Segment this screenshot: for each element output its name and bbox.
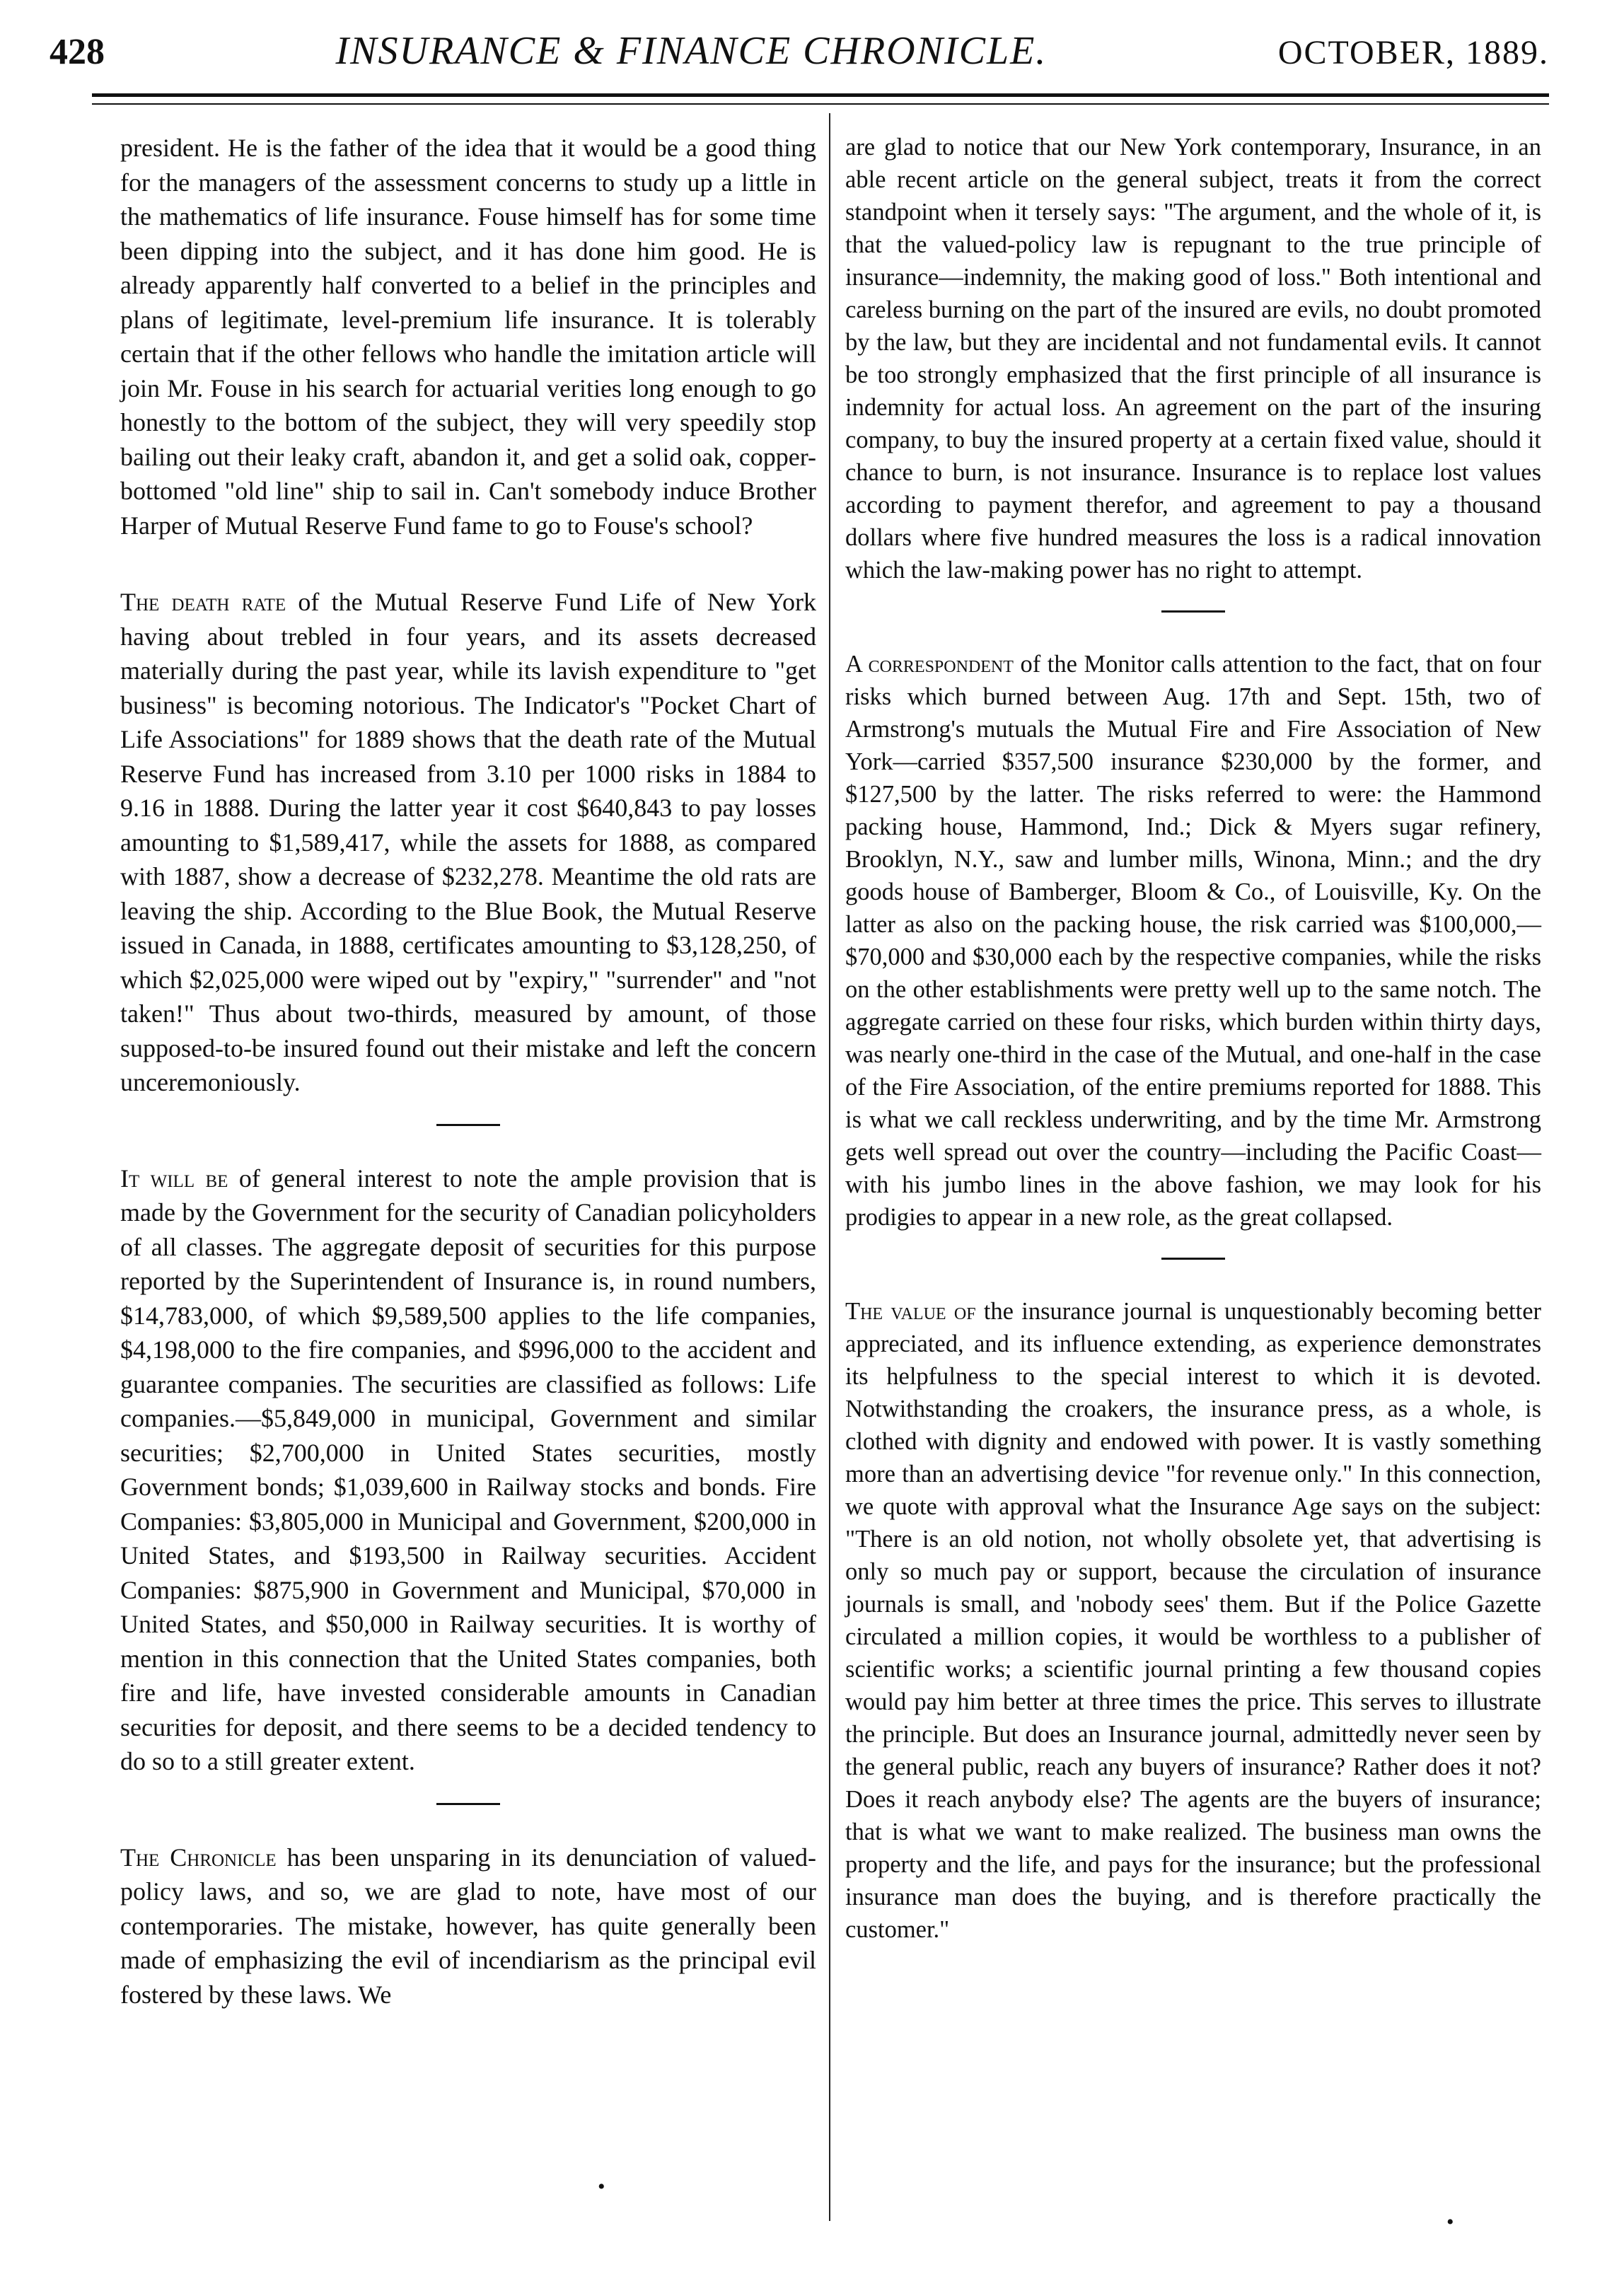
paragraph-body: of the Mutual Reserve Fund Life of New York having about trebled in four years, and its assets decreased materially during the past year, while its lavish expenditure to "get business" is becoming notorious. The Indicator's "Pocket Chart of Life Associations" for 1889 shows that the death rate of the Mutual Reserve Fund has increased from 3.10 per 1000 risks in 1884 to 9.16 in 1888. During the latter year it cost $640,843 to pay losses amounting to $1,589,417, while the assets for 1888, as compared with 1887, show a decrease of $232,278. Meantime the old rats are leaving the ship. According to the Blue Book, the Mutual Reserve issued in Canada, in 1888, certificates amounting to $3,128,250, of which $2,025,000 were wiped out by "expiry," "surrender" and "not taken!" Thus about two-thirds, measured by amount, of those supposed-to-be insured found out their mistake and left the concern unceremoniously. (120, 588, 817, 1096)
left-column (120, 131, 816, 2012)
paragraph-lead: A correspondent (845, 651, 1014, 678)
section-divider (1161, 1258, 1225, 1260)
section-divider (1161, 610, 1225, 613)
paragraph: are glad to notice that our New York contemporary, Insurance, in an able recent article on the general subject, treats it from the correct standpoint when it tersely says: "The argument, and the whole of it, is that the valued-policy law is repugnant to the true principle of insurance—indemnity, the making good of loss." Both intentional and careless burning on the part of the insured are evils, no doubt promoted by the law, but they are incidental and not fundamental evils. It cannot be too strongly emphasized that the first principle of all insurance is indemnity for actual loss. An agreement on the part of the insuring company, to buy the insured property at a certain fixed value, should it chance to burn, is not insurance. Insurance is to replace lost values according to payment therefor, and agreement to pay a thousand dollars where five hundred measures the loss is a radical innovation which the law-making power has no right to attempt. (845, 134, 1541, 584)
section-divider (436, 1124, 500, 1126)
paragraph: president. He is the father of the idea that it would be a good thing for the managers of the assessment concerns to study up a little in the mathematics of life insurance. Fouse himself has for some time been dipping into the subject, and it has done him good. He is already apparently half converted to a belief in the principles and plans of legitimate, level-premium life insurance. It is tolerably certain that if the other fellows who handle the imitation article will join Mr. Fouse in his search for actuarial verities long enough to go honestly to the bottom of the subject, they will very speedily stop bailing out their leaky craft, abandon it, and get a solid oak, copper-bottomed "old line" ship to sail in. Can't somebody induce Brother Harper of Mutual Reserve Fund fame to go to Fouse's school? (120, 134, 816, 540)
header-rule (92, 93, 1549, 97)
print-speck: • (598, 2175, 605, 2198)
paragraph-lead: The value of (845, 1298, 976, 1325)
paragraph-body: has been unsparing in its denunciation of valued-policy laws, and so, we are glad to note, have most of our contemporaries. The mistake, however, has quite generally been made of emphasizing the evil of incendiarism as the principal evil fostered by these laws. We (120, 1843, 816, 2009)
right-column (845, 131, 1541, 1946)
paragraph-body: of the Monitor calls attention to the fact, that on four risks which burned between Aug. 17th and Sept. 15th, two of Armstrong's mutuals the Mutual Fire and Fire Association of New York—carried $357,500 insurance $230,000 by the former, and $127,500 by the latter. The risks referred to were: the Hammond packing house, Hammond, Ind.; Dick & Myers sugar refinery, Brooklyn, N.Y., saw and lumber mills, Winona, Minn.; and the dry goods house of Bamberger, Bloom & Co., of Louisville, Ky. On the latter as also on the packing house, the risk carried was $100,000,—$70,000 and $30,000 each by the respective companies, while the risks on the other establishments were pretty well up to the same notch. The aggregate carried on these four risks, which burden within thirty days, was nearly one-third in the case of the Mutual, and one-half in the case of the Fire Association, of the entire premiums reported for 1888. This is what we call reckless underwriting, and by the time Mr. Armstrong gets well spread out over the country—including the Pacific Coast—with his jumbo lines in the above fashion, we may look for his prodigies to appear in a new role, as the great collapsed. (845, 651, 1541, 1231)
paragraph (120, 1161, 816, 1779)
print-speck: • (1446, 2210, 1454, 2234)
section-divider (436, 1803, 500, 1805)
paragraph-lead: The death rate (120, 588, 286, 616)
paragraph-lead: It will be (120, 1164, 228, 1193)
paragraph (845, 1295, 1541, 1946)
column-divider (829, 113, 830, 2221)
paragraph-body: the insurance journal is unquestionably becoming better appreciated, and its influence extending, as experience demonstrates its helpfulness to the special interest to which it is devoted. Notwithstanding the croakers, the insurance press, as a whole, is clothed with dignity and endowed with power. It is vastly something more than an advertising device "for revenue only." In this connection, we quote with approval what the Insurance Age says on the subject: "There is an old notion, not wholly obsolete yet, that advertising is only so much pay or support, because the circulation of insurance journals is small, and 'nobody sees' them. But if the Police Gazette circulated a million copies, it would be worthless to a publisher of scientific works; a scientific journal printing a few thousand copies would pay him better at three times the price. This serves to illustrate the principle. But does an Insurance journal, admittedly never seen by the general public, reach any buyers of insurance? Rather does it not? Does it reach anybody else? The agents are the buyers of insurance; that is what we want to make realized. The business man owns the property and the life, and pays for the insurance; but the professional insurance man does the buying, and is therefore practically the customer." (845, 1298, 1541, 1943)
issue-date: OCTOBER, 1889. (1277, 34, 1549, 71)
page-header (50, 28, 1549, 85)
paragraph-body: of general interest to note the ample provision that is made by the Government for the security of Canadian policyholders of all classes. The aggregate deposit of securities for this purpose reported by the Superintendent of Insurance is, in round numbers, $14,783,000, of which $9,589,500 applies to the life companies, $4,198,000 to the fire companies, and $996,000 to the accident and guarantee companies. The securities are classified as follows: Life companies.—$5,849,000 in municipal, Government and similar securities; $2,700,000 in United States securities, mostly Government bonds; $1,039,600 in Railway stocks and bonds. Fire Companies: $3,805,000 in Municipal and Government, $200,000 in United States, and $193,500 in Railway securities. Accident Companies: $875,900 in Government and Municipal, $70,000 in United States, and $50,000 in Railway securities. It is worthy of mention in this connection that the United States companies, both fire and life, have invested considerable amounts in Canadian securities for deposit, and there seems to be a decided tendency to do so to a still greater extent. (120, 1164, 817, 1775)
page-number: 428 (50, 32, 105, 72)
paragraph (845, 648, 1541, 1234)
journal-title: INSURANCE & FINANCE CHRONICLE. (335, 29, 1048, 73)
paragraph (120, 1840, 816, 2012)
paragraph-lead: The Chronicle (120, 1843, 277, 1872)
header-rule-thin (92, 103, 1549, 105)
paragraph (120, 585, 816, 1100)
